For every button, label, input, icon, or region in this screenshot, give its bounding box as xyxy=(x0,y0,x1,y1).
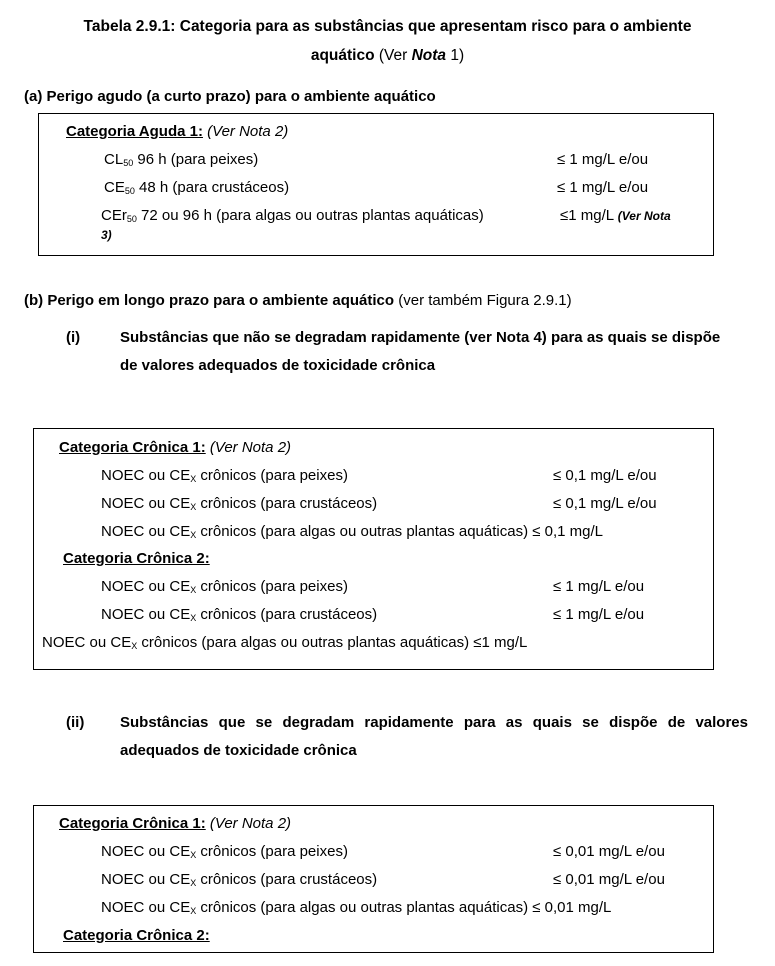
box-ii-cat1-row-2 xyxy=(101,871,377,888)
box-i-cat1-row-2-value: ≤ 0,1 mg/L e/ou xyxy=(553,495,657,512)
row-text-post: crônicos (para crustáceos) xyxy=(196,871,378,888)
box-i-cat1-note: (Ver Nota 2) xyxy=(209,439,292,456)
box-i-cat2-label: Categoria Crônica 2: xyxy=(63,550,210,567)
box-ii-cat1-row-1 xyxy=(101,843,348,860)
row-text-post: crônicos (para algas ou outras plantas aquáticas) ≤ 0,01 mg/L xyxy=(196,899,612,916)
sub-ii-line2: adequados de toxicidade crônica xyxy=(120,742,357,759)
box-ii-cat1-row-1-value: ≤ 0,01 mg/L e/ou xyxy=(553,843,665,860)
row-sub: X xyxy=(190,530,197,540)
sub-ii-number: (ii) xyxy=(66,714,85,731)
box-i-cat2-header xyxy=(63,550,210,567)
acute-row-2-value: ≤ 1 mg/L e/ou xyxy=(557,179,649,196)
row-text-post: crônicos (para peixes) xyxy=(196,843,348,860)
acute-category-label: Categoria Aguda 1: xyxy=(66,123,203,140)
acute-row-1-value: ≤ 1 mg/L e/ou xyxy=(557,151,649,168)
acute-row-2 xyxy=(104,179,289,196)
box-i-cat1-header xyxy=(59,439,291,456)
acute-category-1-header xyxy=(66,123,288,140)
row-sub: X xyxy=(190,850,197,860)
box-i-cat1-row-1-value: ≤ 0,1 mg/L e/ou xyxy=(553,467,657,484)
acute-category-note: (Ver Nota 2) xyxy=(207,123,289,140)
acute-row-3-text: 72 ou 96 h (para algas ou outras plantas aquáticas) xyxy=(136,207,484,224)
acute-row-3-note-cont: 3) xyxy=(101,228,112,242)
box-i-cat2-row-2 xyxy=(101,606,377,623)
row-text-post: crônicos (para crustáceos) xyxy=(196,606,378,623)
row-sub: X xyxy=(190,906,197,916)
row-text-pre: NOEC ou CE xyxy=(42,634,132,651)
row-text-post: crônicos (para crustáceos) xyxy=(196,495,378,512)
acute-row-1 xyxy=(104,151,258,168)
box-ii-cat1-row-3 xyxy=(101,899,611,916)
acute-row-3-prefix: CEr xyxy=(101,207,127,224)
box-ii-cat2-header xyxy=(63,927,210,944)
acute-row-2-prefix: CE xyxy=(104,179,125,196)
row-text-post: crônicos (para peixes) xyxy=(196,467,348,484)
section-b-heading-bold: (b) Perigo em longo prazo para o ambiente aquático xyxy=(24,292,395,309)
box-i-cat2-row-1 xyxy=(101,578,348,595)
box-i-cat2-row-2-value: ≤ 1 mg/L e/ou xyxy=(553,606,645,623)
section-b-heading xyxy=(24,292,572,309)
acute-row-3-value-text: ≤1 mg/L xyxy=(560,207,614,224)
box-ii-cat1-note: (Ver Nota 2) xyxy=(209,815,292,832)
box-ii-cat1-label: Categoria Crônica 1: xyxy=(59,815,206,832)
title-aquatico: aquático xyxy=(310,47,375,64)
box-i-cat1-row-1 xyxy=(101,467,348,484)
title-note-post: 1) xyxy=(446,47,465,64)
acute-row-2-text: 48 h (para crustáceos) xyxy=(134,179,290,196)
row-text-pre: NOEC ou CE xyxy=(101,899,191,916)
row-sub: X xyxy=(190,585,197,595)
acute-row-3-value xyxy=(560,207,671,224)
row-sub: X xyxy=(190,613,197,623)
row-text-pre: NOEC ou CE xyxy=(101,843,191,860)
box-ii-cat2-label: Categoria Crônica 2: xyxy=(63,927,210,944)
acute-row-3 xyxy=(101,207,484,224)
row-text-pre: NOEC ou CE xyxy=(101,606,191,623)
acute-category-box xyxy=(38,113,714,256)
row-text-post: crônicos (para peixes) xyxy=(196,578,348,595)
row-text-post: crônicos (para algas ou outras plantas aquáticas) ≤ 0,1 mg/L xyxy=(196,523,604,540)
box-i-cat1-row-3 xyxy=(101,523,603,540)
row-text-post: crônicos (para algas ou outras plantas aquáticas) ≤1 mg/L xyxy=(137,634,528,651)
box-i-cat1-label: Categoria Crônica 1: xyxy=(59,439,206,456)
title-note-nota: Nota xyxy=(411,47,447,64)
box-i-cat2-row-1-value: ≤ 1 mg/L e/ou xyxy=(553,578,645,595)
row-text-pre: NOEC ou CE xyxy=(101,578,191,595)
acute-row-3-sub: 50 xyxy=(126,214,137,224)
sub-ii-line1: Substâncias que se degradam rapidamente para as quais se dispõe de valores xyxy=(120,714,748,731)
row-sub: X xyxy=(131,641,138,651)
table-title-line2 xyxy=(0,47,775,65)
box-ii-cat1-row-2-value: ≤ 0,01 mg/L e/ou xyxy=(553,871,665,888)
title-note-pre: (Ver xyxy=(378,47,412,64)
section-a-heading: (a) Perigo agudo (a curto prazo) para o ambiente aquático xyxy=(24,88,436,105)
row-text-pre: NOEC ou CE xyxy=(101,523,191,540)
acute-row-1-sub: 50 xyxy=(123,158,134,168)
box-ii-cat1-header xyxy=(59,815,291,832)
row-sub: X xyxy=(190,878,197,888)
row-text-pre: NOEC ou CE xyxy=(101,871,191,888)
row-text-pre: NOEC ou CE xyxy=(101,467,191,484)
acute-row-1-text: 96 h (para peixes) xyxy=(133,151,259,168)
sub-i-line2: de valores adequados de toxicidade crônica xyxy=(120,357,436,374)
sub-i-number: (i) xyxy=(66,329,81,346)
row-sub: X xyxy=(190,502,197,512)
section-b-heading-normal: (ver também Figura 2.9.1) xyxy=(394,292,572,309)
acute-row-1-prefix: CL xyxy=(104,151,124,168)
chronic-box-ii xyxy=(33,805,714,953)
sub-i-line1: Substâncias que não se degradam rapidamente (ver Nota 4) para as quais se dispõe xyxy=(120,329,721,346)
box-i-cat2-row-3 xyxy=(42,634,527,651)
acute-row-3-value-note: (Ver Nota xyxy=(617,209,671,223)
row-text-pre: NOEC ou CE xyxy=(101,495,191,512)
table-title-line1: Tabela 2.9.1: Categoria para as substâncias que apresentam risco para o ambiente xyxy=(83,18,692,35)
row-sub: X xyxy=(190,474,197,484)
box-i-cat1-row-2 xyxy=(101,495,377,512)
acute-row-2-sub: 50 xyxy=(124,186,135,196)
chronic-box-i xyxy=(33,428,714,670)
